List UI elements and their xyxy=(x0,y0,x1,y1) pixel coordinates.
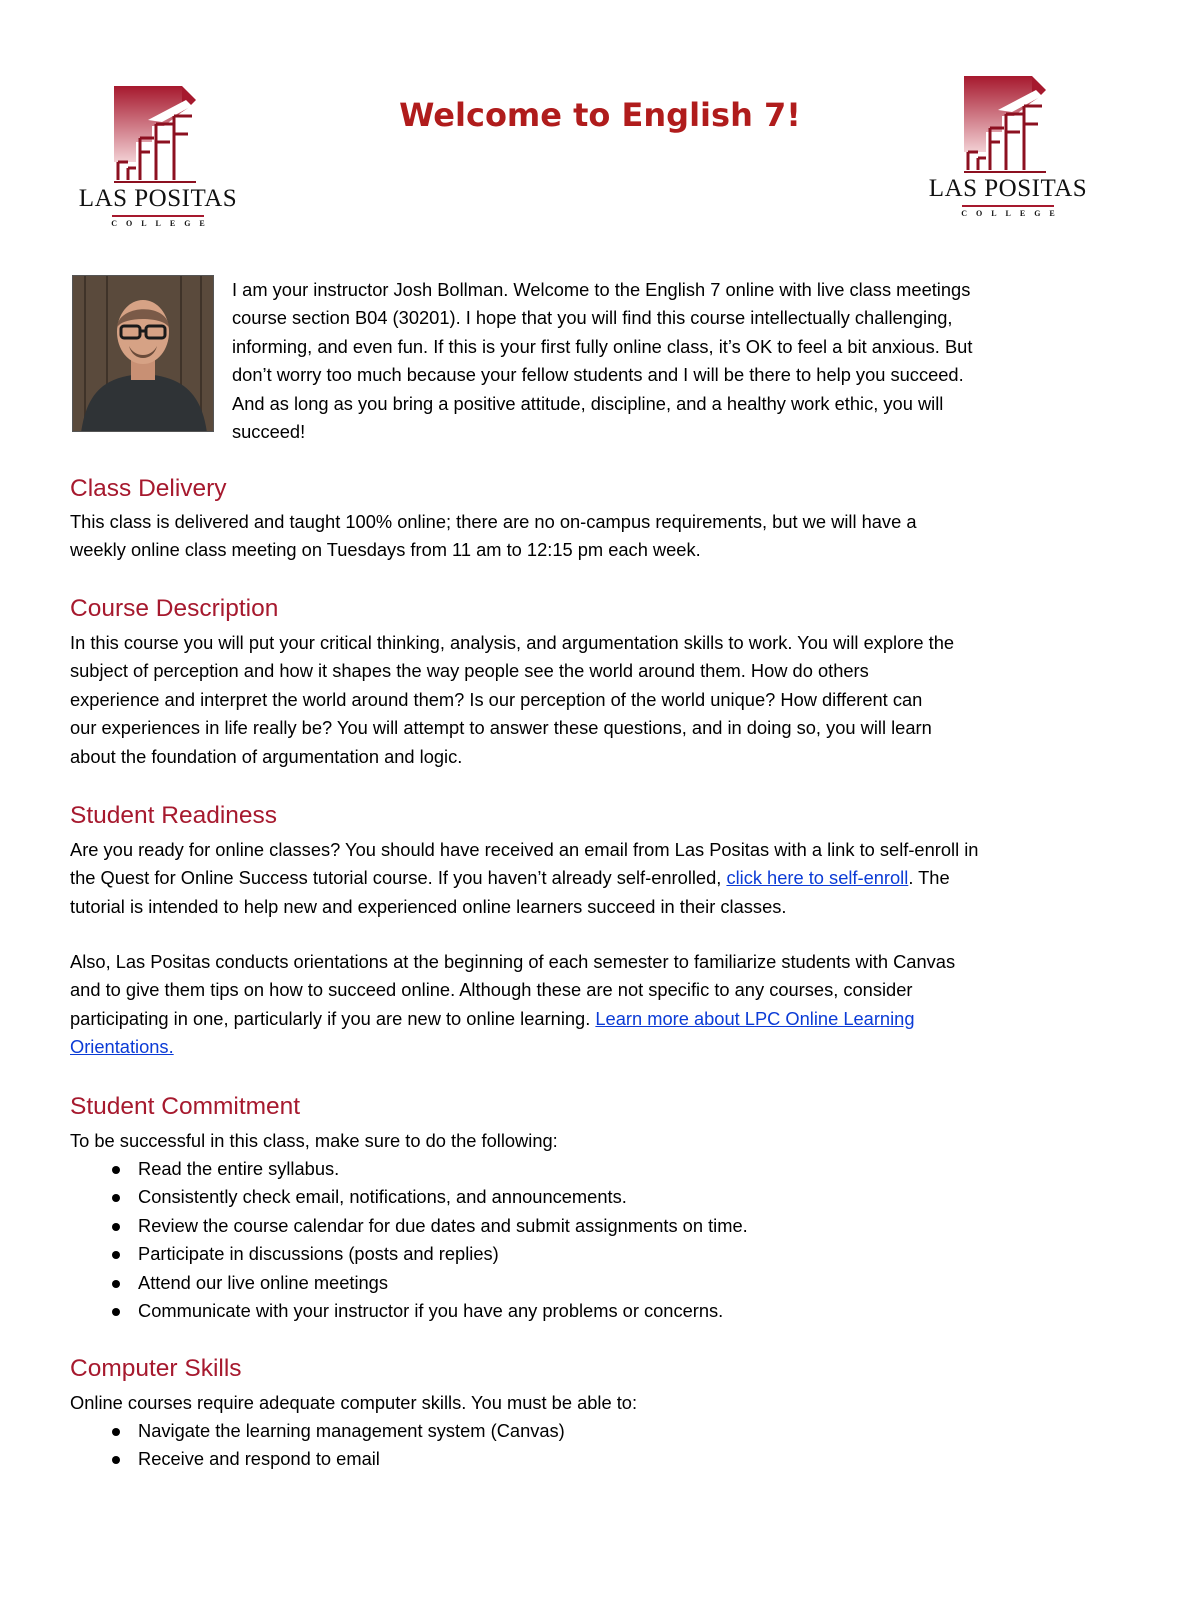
orientations-link[interactable]: Learn more about LPC Online Learning Orientations. xyxy=(70,1007,915,1058)
list-item-text: Communicate with your instructor if you have any problems or concerns. xyxy=(138,1300,724,1322)
list-item xyxy=(70,1269,748,1297)
bullet-icon xyxy=(112,1280,120,1288)
readiness-text-before-link: Are you ready for online classes? You should have received an email from Las Positas with a link to self-enroll in the Quest for Online Success tutorial course. If you haven’t already self-enrolled, xyxy=(70,839,979,889)
bullet-icon xyxy=(112,1251,120,1259)
logo-college-name: LAS POSITAS xyxy=(78,185,238,212)
bullet-icon xyxy=(112,1166,120,1174)
instructor-photo xyxy=(72,275,214,432)
list-item xyxy=(70,1212,748,1240)
heading-computer-skills: Computer Skills xyxy=(70,1355,242,1382)
student-commitment-list xyxy=(70,1155,748,1325)
list-item-text: Review the course calendar for due dates and submit assignments on time. xyxy=(138,1214,748,1236)
list-item xyxy=(70,1445,565,1473)
heading-class-delivery: Class Delivery xyxy=(70,475,227,502)
list-item-text: Participate in discussions (posts and replies) xyxy=(138,1243,499,1265)
page-title: Welcome to English 7! xyxy=(399,96,801,134)
student-commitment-intro: To be successful in this class, make sure to do the following: xyxy=(70,1130,558,1151)
student-readiness-paragraph-2 xyxy=(70,948,1140,1062)
class-delivery-text: This class is delivered and taught 100% online; there are no on-campus requirements, but we will have a weekly online class meeting on Tuesdays from 11 am to 12:15 pm each week. xyxy=(70,511,917,561)
list-item xyxy=(70,1297,748,1325)
bullet-icon xyxy=(112,1308,120,1316)
list-item-text: Navigate the learning management system (Canvas) xyxy=(138,1420,565,1441)
list-item xyxy=(70,1417,565,1445)
course-description-text: In this course you will put your critical thinking, analysis, and argumentation skills to work. You will explore the subject of perception and how it shapes the way people see the world around them. How do others experience and interpret the world around them? Is our perception of the world unique? How different can our experiences in life really be? You will attempt to answer these questions, and in doing so, you will learn about the foundation of argumentation and logic. xyxy=(70,632,955,767)
list-item-text: Consistently check email, notifications, and announcements. xyxy=(138,1186,627,1208)
logo-divider xyxy=(112,215,204,217)
computer-skills-intro: Online courses require adequate computer skills. You must be able to: xyxy=(70,1392,638,1413)
logo-divider xyxy=(962,205,1054,207)
list-item-text: Attend our live online meetings xyxy=(138,1271,388,1293)
bullet-icon xyxy=(112,1428,120,1436)
college-logo-right xyxy=(928,72,1088,222)
self-enroll-link[interactable]: click here to self-enroll xyxy=(726,867,909,889)
heading-student-commitment: Student Commitment xyxy=(70,1093,301,1120)
list-item xyxy=(70,1240,748,1268)
list-item-text: Receive and respond to email xyxy=(138,1448,380,1470)
heading-course-description: Course Description xyxy=(70,595,279,622)
bullet-icon xyxy=(112,1223,120,1231)
readiness-text-after-link: . The tutorial is intended to help new and experienced online learners succeed in their classes. xyxy=(70,867,950,917)
computer-skills-list xyxy=(70,1417,565,1474)
bullet-icon xyxy=(112,1194,120,1202)
heading-student-readiness: Student Readiness xyxy=(70,802,278,829)
logo-college-sub: COLLEGE xyxy=(111,219,214,228)
list-item-text: Read the entire syllabus. xyxy=(138,1158,340,1179)
student-readiness-paragraph-1 xyxy=(70,836,1140,921)
logo-college-sub: COLLEGE xyxy=(961,209,1064,218)
list-item xyxy=(70,1155,748,1183)
bullet-icon xyxy=(112,1456,120,1464)
list-item xyxy=(70,1183,748,1211)
instructor-intro: I am your instructor Josh Bollman. Welcome to the English 7 online with live class meetings course section B04 (30201). I hope that you will find this course intellectually challenging, informing, and even fun. If this is your first fully online class, it’s OK to feel a bit anxious. But don’t worry too much because your fellow students and I will be there to help you succeed. And as long as you bring a positive attitude, discipline, and a healthy work ethic, you will succeed! xyxy=(232,279,973,443)
orientation-text: Also, Las Positas conducts orientations at the beginning of each semester to familiarize students with Canvas and to give them tips on how to succeed online. Although these are not specific to any courses, consider participating in one, particularly if you are new to online learning. xyxy=(70,951,956,1029)
logo-college-name: LAS POSITAS xyxy=(928,175,1088,202)
